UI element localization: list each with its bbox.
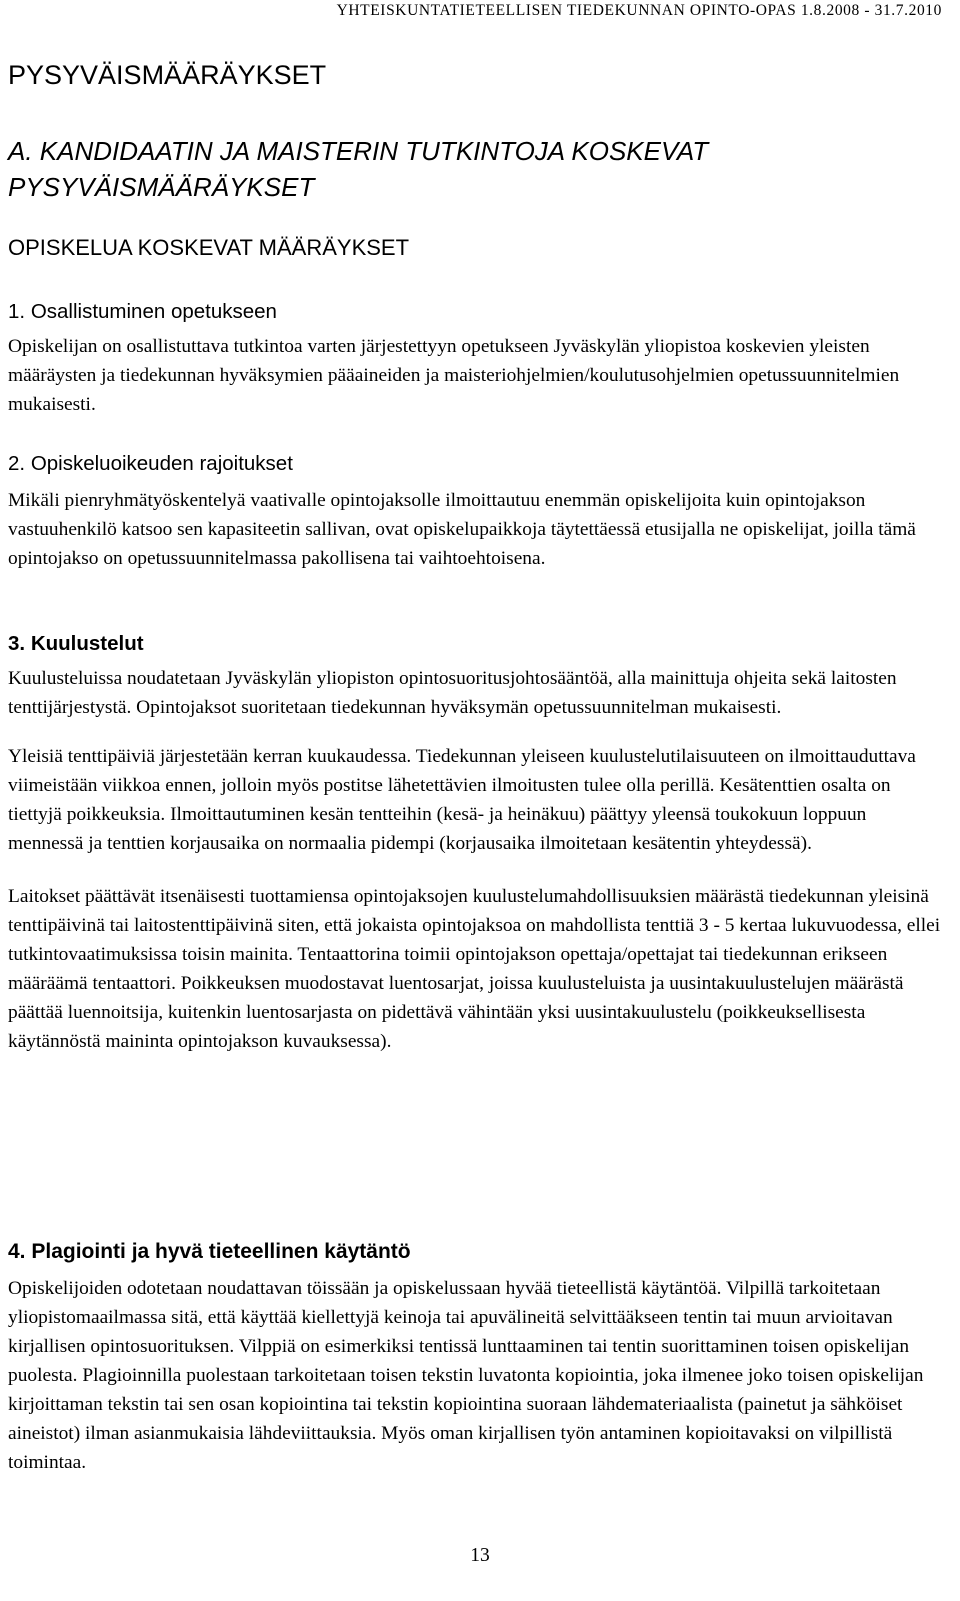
section-1-number: 1. bbox=[8, 300, 26, 323]
section-2-paragraph-1: Mikäli pienryhmätyöskentelyä vaativalle opintojaksolle ilmoittautuu enemmän opiskelijoita kuin opintojakson vastuuhenkilö katsoo sen kapasiteetin sallivan, ovat opiskelupaikkoja täytettäessä etusijalla ne opiskelijat, joilla tämä opintojakso on opetussuunnitelmassa pakollisena tai vaihtoehtoisena. bbox=[8, 490, 916, 569]
section-1-heading bbox=[8, 298, 943, 326]
section-1 bbox=[8, 298, 943, 419]
section-2-heading bbox=[8, 450, 943, 478]
section-4-heading bbox=[8, 1238, 943, 1266]
section-3-paragraph-3: Laitokset päättävät itsenäisesti tuottamiensa opintojaksojen kuulustelumahdollisuuksien määrästä tiedekunnan yleisinä tenttipäivinä tai laitostenttipäivinä siten, että jokaista opintojaksoa on mahdollista tenttiä 3 - 5 kertaa lukuvuodessa, ellei tutkintovaatimuksissa toisin mainita. Tentaattorina toimii opintojakson opettaja/opettajat tai tiedekunnan erikseen määräämä tentaattori. Poikkeuksen muodostavat luentosarjat, joissa kuulusteluista ja uusintakuulustelujen määrästä päättää luennoitsija, kuitenkin luentosarjasta on pidettävä vähintään yksi uusintakuulustelu (poikkeuksellisesta käytännöstä maininta opintojakson kuvauksessa). bbox=[8, 886, 941, 1052]
section-2-title: Opiskeluoikeuden rajoitukset bbox=[30, 452, 293, 475]
section-3-number: 3. bbox=[8, 632, 26, 655]
section-4-title: Plagiointi ja hyvä tieteellinen käytäntö bbox=[31, 1240, 411, 1263]
section-3-paragraph-1: Kuulusteluissa noudatetaan Jyväskylän yliopiston opintosuoritusjohtosääntöä, alla mainittuja ohjeita sekä laitosten tenttijärjestystä. Opintojaksot suoritetaan tiedekunnan hyväksymän opetussuunnitelman mukaisesti. bbox=[8, 668, 897, 718]
section-2-number: 2. bbox=[8, 452, 26, 475]
section-1-title: Osallistuminen opetukseen bbox=[30, 300, 277, 323]
document-title: PYSYVÄISMÄÄRÄYKSET bbox=[8, 60, 327, 90]
running-header: YHTEISKUNTATIETEELLISEN TIEDEKUNNAN OPINTO-OPAS 1.8.2008 - 31.7.2010 bbox=[336, 2, 942, 19]
section-2 bbox=[8, 450, 943, 573]
section-4-paragraph-1: Opiskelijoiden odotetaan noudattavan töissään ja opiskelussaan hyvää tieteellistä käytäntöä. Vilpillä tarkoitetaan yliopistomaailmassa sitä, että käyttää kiellettyjä keinoja tai apuvälineitä selvittääkseen tentin tai muun arvioitavan kirjallisen opintosuorituksen. Vilppiä on esimerkiksi tentissä lunttaaminen tai tentin suorittaminen toisen opiskelijan puolesta. Plagioinnilla puolestaan tarkoitetaan toisen tekstin luvatonta kopiointia, joka ilmenee joko toisen opiskelijan kirjoittaman tekstin tai sen osan kopiointina tai tekstin kopiointina suoraan lähdemateriaalista (painetut ja sähköiset aineistot) ilman asianmukaisia lähdeviittauksia. Myös oman kirjallisen työn antaminen kopioitavaksi on vilpillistä toimintaa. bbox=[8, 1278, 924, 1473]
section-3-paragraph-2: Yleisiä tenttipäiviä järjestetään kerran kuukaudessa. Tiedekunnan yleiseen kuulustelutilaisuuteen on ilmoittauduttava viimeistään viikkoa ennen, jolloin myös postitse lähetettävien ilmoitusten tulee olla perillä. Kesätenttien osalta on tiettyjä poikkeuksia. Ilmoittautuminen kesän tentteihin (kesä- ja heinäkuu) päättyy yleensä toukokuun loppuun mennessä ja tenttien korjausaika on normaalia pidempi (korjausaika ilmoitetaan kesätentin yhteydessä). bbox=[8, 746, 916, 854]
section-3-title: Kuulustelut bbox=[30, 632, 144, 655]
section-1-paragraph-1: Opiskelijan on osallistuttava tutkintoa varten järjestettyyn opetukseen Jyväskylän yliopistoa koskevien yleisten määräysten ja tiedekunnan hyväksymien pääaineiden ja maisteriohjelmien/koulutusohjelmien opetussuunnitelmien mukaisesti. bbox=[8, 336, 900, 415]
section-title: OPISKELUA KOSKEVAT MÄÄRÄYKSET bbox=[8, 235, 410, 260]
section-4-number: 4. bbox=[8, 1240, 26, 1263]
section-3-heading bbox=[8, 630, 943, 658]
page-number: 13 bbox=[470, 1545, 490, 1566]
part-title: A. KANDIDAATIN JA MAISTERIN TUTKINTOJA KOSKEVAT PYSYVÄISMÄÄRÄYKSET bbox=[8, 136, 709, 202]
section-3 bbox=[8, 630, 943, 1056]
section-4 bbox=[8, 1238, 943, 1477]
